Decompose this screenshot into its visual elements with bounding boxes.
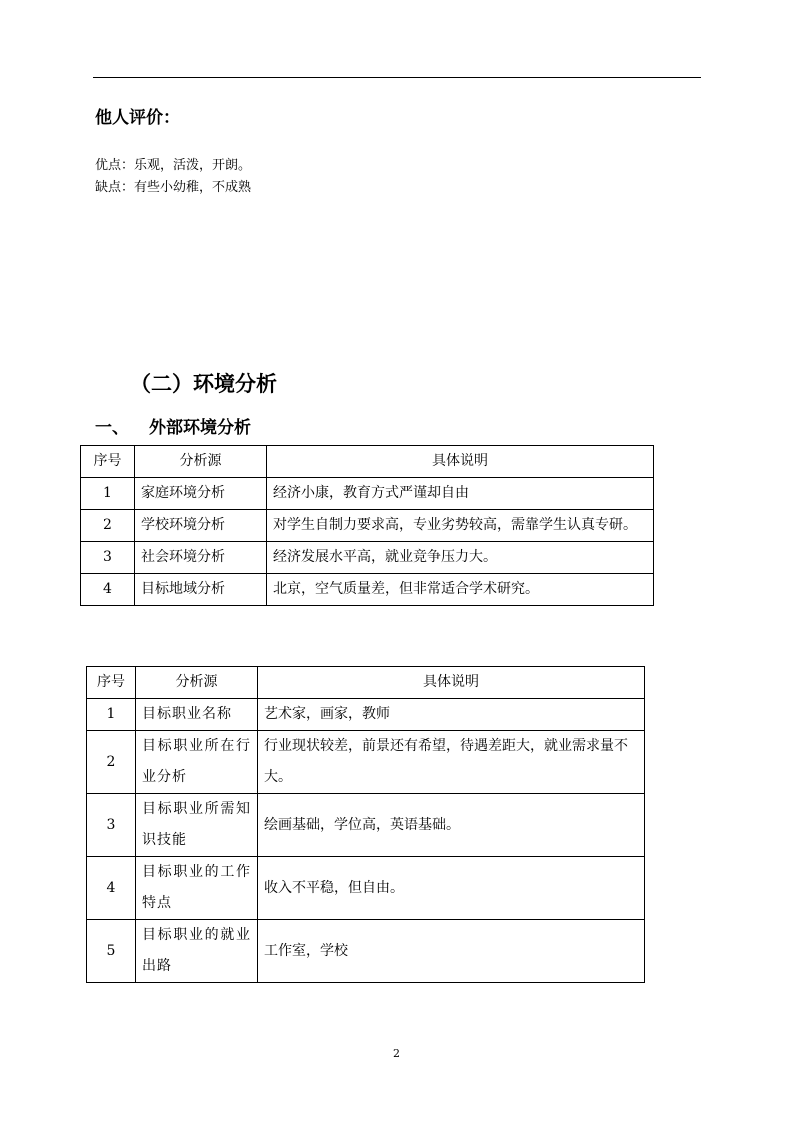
cell-description: 工作室，学校: [258, 920, 645, 983]
cell-index: 1: [87, 699, 136, 731]
weaknesses-text: 缺点：有些小幼稚，不成熟: [95, 180, 252, 195]
header-rule: [93, 77, 701, 78]
table-row: [81, 542, 654, 574]
cell-source: 目标职业的就业出路: [136, 920, 258, 983]
table-header-row: [81, 446, 654, 478]
cell-source: 目标地域分析: [135, 574, 267, 606]
cell-index: 1: [81, 478, 135, 510]
cell-description: 收入不平稳，但自由。: [258, 857, 645, 920]
cell-source: 目标职业名称: [136, 699, 258, 731]
cell-source: 目标职业所需知识技能: [136, 794, 258, 857]
cell-description: 经济小康，教育方式严谨却自由: [267, 478, 654, 510]
cell-source: 社会环境分析: [135, 542, 267, 574]
cell-description: 行业现状较差，前景还有希望，待遇差距大，就业需求量不大。: [258, 731, 645, 794]
table-row: [81, 478, 654, 510]
section-title: （二）环境分析: [130, 372, 277, 396]
external-environment-table: [80, 445, 654, 606]
strengths-text: 优点：乐观，活泼，开朗。: [95, 158, 252, 173]
table-header-row: [87, 667, 645, 699]
target-career-table: [86, 666, 645, 983]
subsection-text: 外部环境分析: [149, 418, 251, 438]
header-cell: 序号: [81, 446, 135, 478]
cell-source: 目标职业所在行业分析: [136, 731, 258, 794]
table-row: [81, 510, 654, 542]
header-cell: 分析源: [135, 446, 267, 478]
table-row: [87, 794, 645, 857]
subsection-number: 一、: [95, 418, 129, 438]
header-cell: 序号: [87, 667, 136, 699]
page-number: 2: [393, 1047, 400, 1060]
header-cell: 具体说明: [267, 446, 654, 478]
table-row: [87, 699, 645, 731]
cell-index: 2: [87, 731, 136, 794]
header-cell: 具体说明: [258, 667, 645, 699]
cell-index: 4: [87, 857, 136, 920]
cell-index: 2: [81, 510, 135, 542]
cell-description: 经济发展水平高，就业竞争压力大。: [267, 542, 654, 574]
subsection-title: [95, 413, 271, 438]
table-row: [81, 574, 654, 606]
cell-source: 目标职业的工作特点: [136, 857, 258, 920]
cell-description: 绘画基础，学位高，英语基础。: [258, 794, 645, 857]
table-row: [87, 857, 645, 920]
evaluation-heading: 他人评价：: [95, 108, 180, 128]
cell-index: 4: [81, 574, 135, 606]
cell-index: 3: [81, 542, 135, 574]
table-row: [87, 920, 645, 983]
cell-index: 5: [87, 920, 136, 983]
cell-description: 对学生自制力要求高，专业劣势较高，需靠学生认真专研。: [267, 510, 654, 542]
table-row: [87, 731, 645, 794]
cell-source: 家庭环境分析: [135, 478, 267, 510]
header-cell: 分析源: [136, 667, 258, 699]
cell-description: 艺术家，画家，教师: [258, 699, 645, 731]
cell-description: 北京，空气质量差，但非常适合学术研究。: [267, 574, 654, 606]
cell-source: 学校环境分析: [135, 510, 267, 542]
cell-index: 3: [87, 794, 136, 857]
